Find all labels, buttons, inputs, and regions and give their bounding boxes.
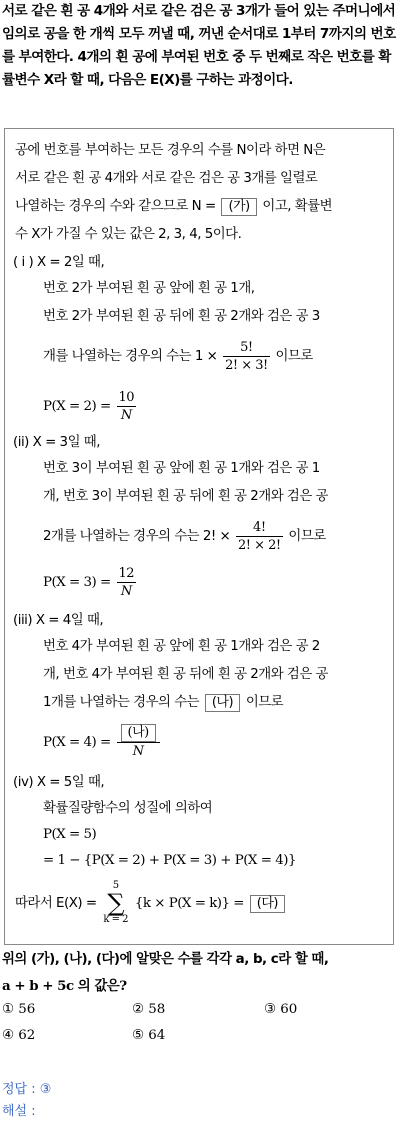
option-2[interactable]: ② 58 bbox=[132, 1002, 166, 1017]
case1-heading: ( i ) X = 2일 때, bbox=[13, 255, 105, 270]
case3-prob-num bbox=[117, 724, 160, 743]
option-4[interactable]: ④ 62 bbox=[2, 1028, 36, 1043]
case1-line-3a: 개를 나열하는 경우의 수는 1 × bbox=[43, 349, 218, 364]
case3-prob bbox=[43, 723, 162, 763]
case2-line-3 bbox=[43, 517, 326, 557]
case1-frac-den: 2! × 3! bbox=[225, 357, 268, 373]
case1-prob-fraction bbox=[117, 389, 137, 424]
case1-fraction bbox=[223, 339, 270, 374]
case1-frac-num: 5! bbox=[223, 339, 270, 357]
question-text: 서로 같은 흰 공 4개와 서로 같은 검은 공 3개가 들어 있는 주머니에서 임의로 공을 한 개씩 모두 꺼낼 때, 꺼낸 순서대로 1부터 7까지의 번호를 부여한다. 4개의 흰 공에 부여된 번호 중 두 번째로 작은 번호를 확률변수 X라 할 때, 다음은 E(X)를 구하는 과정이다. bbox=[2, 3, 396, 88]
intro-line-4: 수 X가 가질 수 있는 값은 2, 3, 4, 5이다. bbox=[15, 227, 242, 242]
option-3[interactable]: ③ 60 bbox=[264, 1002, 298, 1017]
case4-line-3: = 1 − {P(X = 2) + P(X = 3) + P(X = 4)} bbox=[43, 853, 296, 868]
case4-line-2: P(X = 5) bbox=[43, 827, 97, 842]
case1-line-3 bbox=[43, 337, 313, 377]
intro-line-1: 공에 번호를 부여하는 모든 경우의 수를 N이라 하면 N은 bbox=[15, 143, 326, 158]
option-5[interactable]: ⑤ 64 bbox=[132, 1028, 166, 1043]
case2-prob-label: P(X = 3) = bbox=[43, 575, 111, 590]
case3-heading: (iii) X = 4일 때, bbox=[13, 613, 104, 628]
case1-prob-label: P(X = 2) = bbox=[43, 399, 111, 414]
final-prefix: 따라서 E(X) = bbox=[15, 896, 97, 911]
answer-label: 정답 : ③ bbox=[2, 1082, 52, 1097]
summation bbox=[103, 881, 128, 925]
case1-line-3b: 이므로 bbox=[275, 349, 313, 364]
case3-prob-label: P(X = 4) = bbox=[43, 735, 111, 750]
case4-heading: (iv) X = 5일 때, bbox=[13, 775, 105, 790]
case2-fraction bbox=[236, 519, 283, 554]
case2-prob-fraction bbox=[117, 565, 137, 600]
case3-line-2: 개, 번호 4가 부여된 흰 공 뒤에 흰 공 2개와 검은 공 bbox=[43, 667, 328, 682]
case2-line-3b: 이므로 bbox=[288, 529, 326, 544]
case2-line-3a: 2개를 나열하는 경우의 수는 2! × bbox=[43, 529, 231, 544]
case1-line-1: 번호 2가 부여된 흰 공 앞에 흰 공 1개, bbox=[43, 281, 255, 296]
case1-prob-num: 10 bbox=[118, 389, 135, 405]
case1-prob bbox=[43, 387, 138, 427]
option-1[interactable]: ① 56 bbox=[2, 1002, 36, 1017]
case2-frac-num: 4! bbox=[236, 519, 283, 537]
case2-frac-den: 2! × 2! bbox=[237, 537, 281, 553]
case2-line-1: 번호 3이 부여된 흰 공 앞에 흰 공 1개와 검은 공 1 bbox=[43, 461, 320, 476]
case2-heading: (ii) X = 3일 때, bbox=[13, 435, 100, 450]
prompt-line-1: 위의 (가), (나), (다)에 알맞은 수를 각각 a, b, c라 할 때, bbox=[2, 952, 329, 967]
blank-ga: (가) bbox=[221, 198, 256, 216]
intro-line-3 bbox=[15, 197, 332, 217]
solution-box bbox=[4, 128, 394, 945]
explanation-label: 해설 : bbox=[2, 1104, 36, 1119]
case1-prob-den: N bbox=[120, 407, 132, 423]
case2-prob-num: 12 bbox=[118, 565, 135, 581]
case4-line-1: 확률질량함수의 성질에 의하여 bbox=[43, 801, 213, 816]
intro-line-3a: 나열하는 경우의 수와 같으므로 N = bbox=[15, 199, 216, 214]
blank-na-2: (나) bbox=[121, 724, 156, 742]
case2-prob-den: N bbox=[120, 583, 132, 599]
sum-lower: k = 2 bbox=[103, 914, 129, 925]
final-line bbox=[15, 881, 287, 926]
sigma-symbol: ∑ bbox=[107, 889, 125, 917]
intro-line-3b: 이고, 확률변 bbox=[262, 199, 333, 214]
case3-prob-den: N bbox=[132, 744, 144, 759]
blank-da: (다) bbox=[250, 895, 285, 913]
case1-line-2: 번호 2가 부여된 흰 공 뒤에 흰 공 2개와 검은 공 3 bbox=[43, 309, 320, 324]
case3-line-3a: 1개를 나열하는 경우의 수는 bbox=[43, 695, 200, 710]
sum-upper: 5 bbox=[112, 880, 119, 891]
blank-na-1: (나) bbox=[205, 694, 240, 712]
case2-prob bbox=[43, 563, 138, 603]
final-expression: {k × P(X = k)} = bbox=[134, 896, 245, 911]
case3-line-3b: 이므로 bbox=[245, 695, 284, 710]
case3-prob-fraction bbox=[117, 724, 160, 760]
prompt-line-2: a + b + 5c 의 값은? bbox=[2, 978, 127, 994]
intro-line-2: 서로 같은 흰 공 4개와 서로 같은 검은 공 3개를 일렬로 bbox=[15, 171, 318, 186]
case3-line-1: 번호 4가 부여된 흰 공 앞에 흰 공 1개와 검은 공 2 bbox=[43, 639, 320, 654]
case2-line-2: 개, 번호 3이 부여된 흰 공 뒤에 흰 공 2개와 검은 공 bbox=[43, 489, 328, 504]
case3-line-3 bbox=[43, 693, 283, 713]
